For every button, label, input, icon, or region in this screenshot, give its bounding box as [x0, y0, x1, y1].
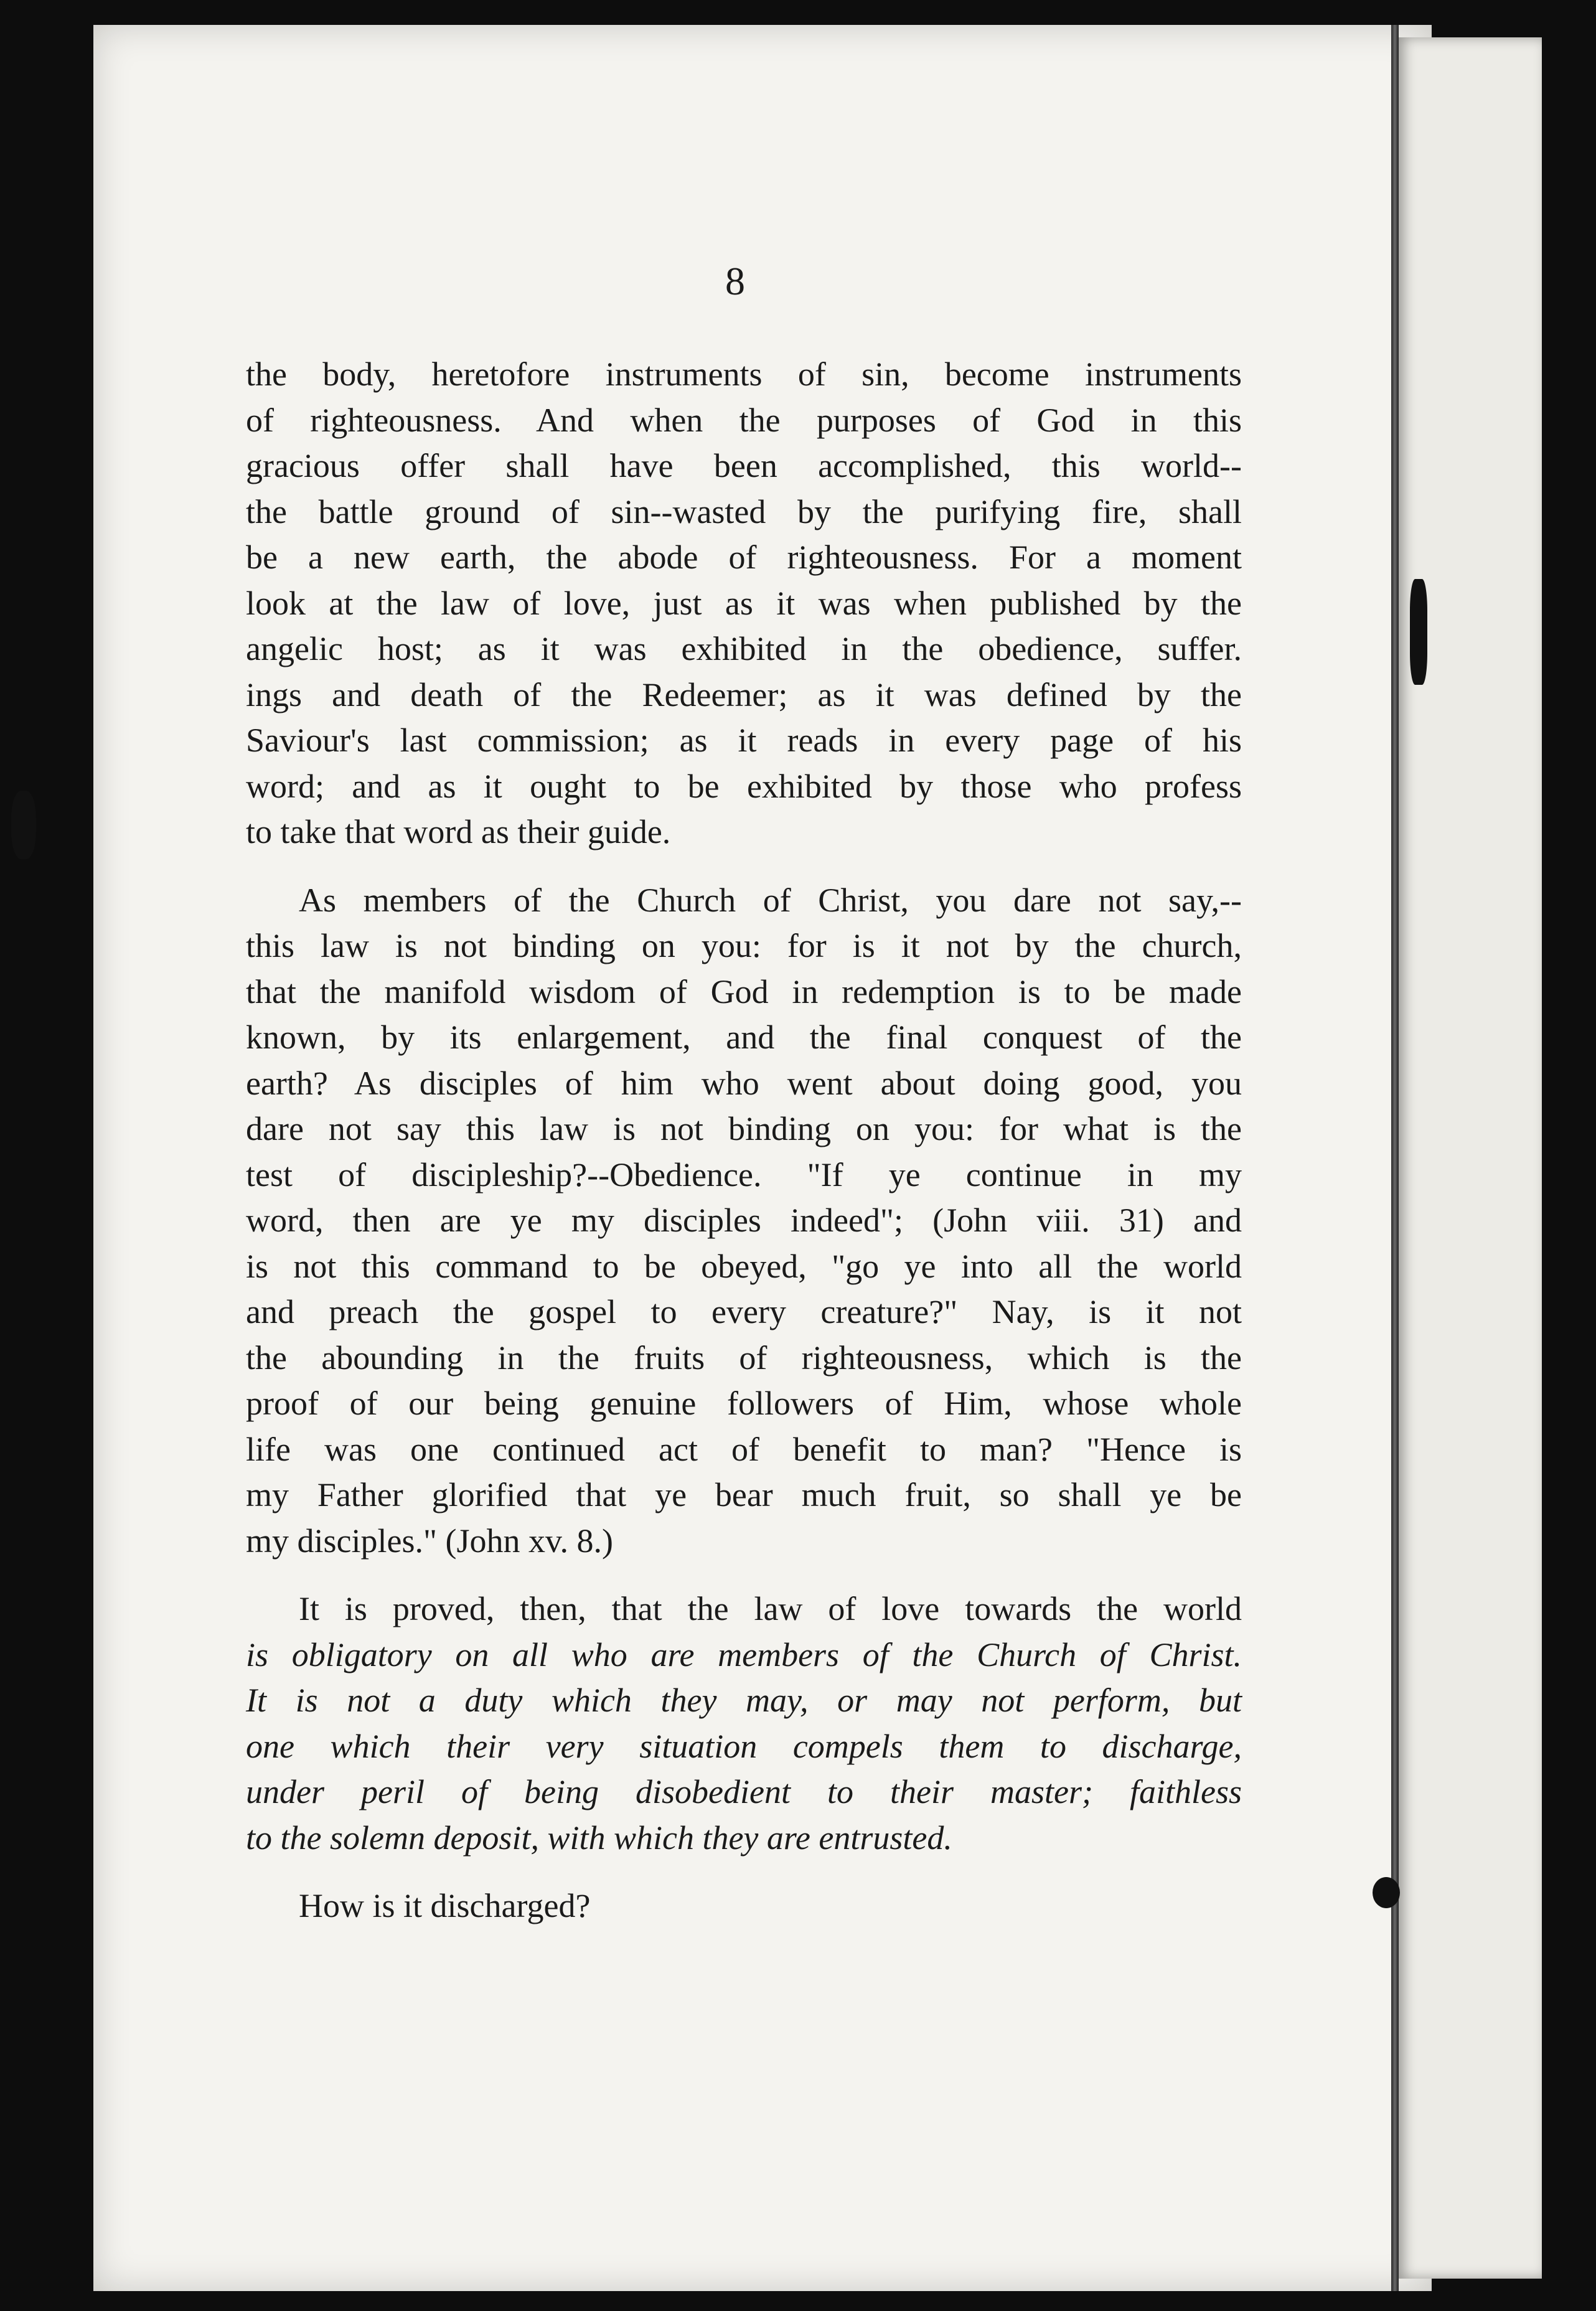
text-line: gracious offer shall have been accomplished, this world-- [246, 447, 1242, 484]
text-line: that the manifold wisdom of God in redemption is to be made [246, 972, 1242, 1010]
text-line: dare not say this law is not binding on you: for what is the [246, 1110, 1242, 1147]
text-line: known, by its enlargement, and the final conquest of the [246, 1019, 1242, 1056]
text-line: life was one continued act of benefit to man? "Hence is [246, 1430, 1242, 1468]
paragraph-1 [246, 352, 1242, 855]
text-line: my disciples." (John xv. 8.) [246, 1522, 613, 1560]
text-line: How is it discharged? [299, 1887, 591, 1924]
text-line: test of discipleship?--Obedience. "If ye continue in my [246, 1156, 1242, 1193]
paragraph-2 [246, 878, 1242, 1565]
text-line: to the solemn deposit, with which they are entrusted. [246, 1819, 952, 1857]
text-line: ings and death of the Redeemer; as it was defined by the [246, 675, 1242, 713]
text-line: of righteousness. And when the purposes of God in this [246, 401, 1242, 439]
text-line: one which their very situation compels them to discharge, [246, 1727, 1242, 1765]
text-line: look at the law of love, just as it was when published by the [246, 584, 1242, 622]
text-line: my Father glorified that ye bear much fruit, so shall ye be [246, 1476, 1242, 1513]
text-line: It is proved, then, that the law of love towards the world [299, 1590, 1242, 1627]
text-line: the abounding in the fruits of righteousness, which is the [246, 1339, 1242, 1377]
text-line: word; and as it ought to be exhibited by those who profess [246, 767, 1242, 805]
text-line: and preach the gospel to every creature?" Nay, is it not [246, 1293, 1242, 1330]
page-number: 8 [725, 259, 745, 303]
text-line: angelic host; as it was exhibited in the obedience, suffer. [246, 630, 1242, 667]
text-line: Saviour's last commission; as it reads in every page of his [246, 722, 1242, 759]
text-line: this law is not binding on you: for is it not by the church, [246, 927, 1242, 964]
text-line: is not this command to be obeyed, "go ye into all the world [246, 1247, 1242, 1285]
text-line: the battle ground of sin--wasted by the purifying fire, shall [246, 492, 1242, 530]
ink-blot-left [11, 791, 36, 859]
page-gutter [1391, 25, 1399, 2291]
text-line: proof of our being genuine followers of Him, whose whole [246, 1385, 1242, 1422]
text-line: under peril of being disobedient to their master; faithless [246, 1773, 1242, 1810]
text-line: is obligatory on all who are members of the Church of Christ. [246, 1636, 1242, 1673]
text-line: It is not a duty which they may, or may not perform, but [246, 1682, 1242, 1719]
text-line: be a new earth, the abode of righteousness. For a moment [246, 539, 1242, 576]
facing-page-edge [1399, 37, 1542, 2279]
text-line: earth? As disciples of him who went about doing good, you [246, 1064, 1242, 1102]
ink-blot-spine [1410, 579, 1427, 685]
text-line: the body, heretofore instruments of sin, become instruments [246, 355, 1242, 393]
ink-blot-right [1373, 1877, 1400, 1908]
text-line: word, then are ye my disciples indeed"; (John viii. 31) and [246, 1202, 1242, 1239]
text-line: As members of the Church of Christ, you dare not say,-- [299, 881, 1242, 919]
paragraph-4 [246, 1883, 1242, 1929]
paragraph-3 [246, 1586, 1242, 1861]
text-line: to take that word as their guide. [246, 813, 671, 850]
body-text [246, 352, 1242, 1929]
